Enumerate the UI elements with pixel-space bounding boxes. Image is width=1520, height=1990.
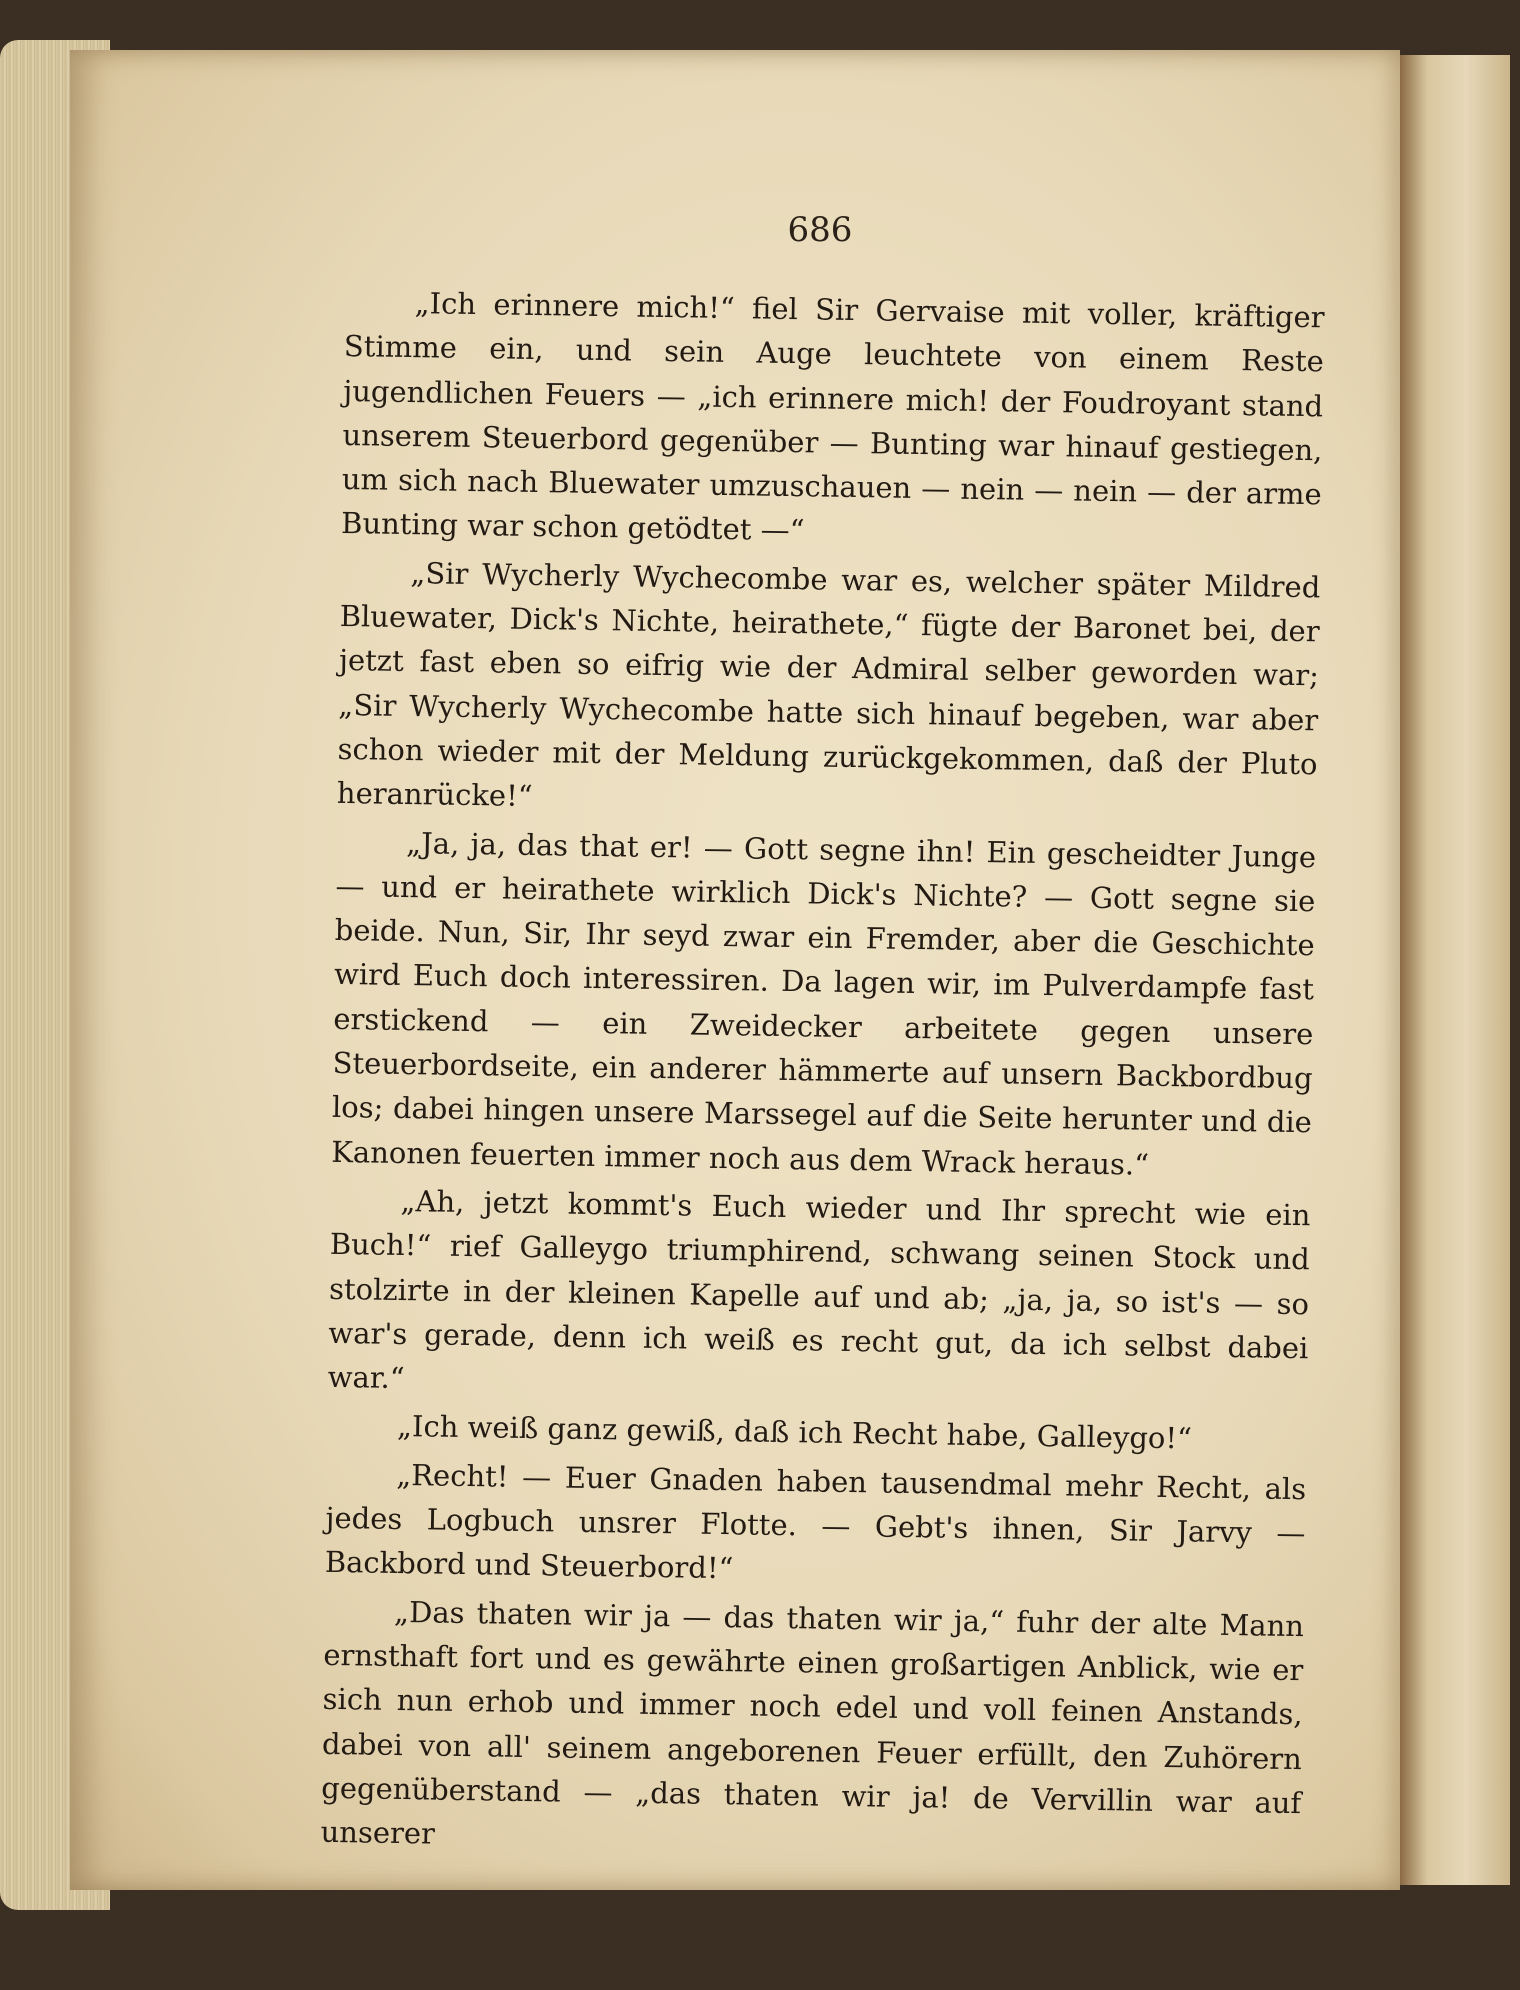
paragraph: „Ich weiß ganz gewiß, daß ich Recht habe, Galleygo!“ xyxy=(396,1409,1193,1456)
paragraph: „Sir Wycherly Wychecombe war es, welcher später Mildred Bluewater, Dick's Nichte, heirathete,“ fügte der Baronet bei, der jetzt fast eben so eifrig wie der Admiral selber geworden war; „Sir Wycherly Wychecombe hatte sich hinauf begeben, war aber schon wieder mit der Meldung zurückgekommen, daß der Pluto heranrücke!“ xyxy=(336,555,1321,814)
right-page-leaf xyxy=(1400,55,1510,1885)
paragraph: „Das thaten wir ja — das thaten wir ja,“ fuhr der alte Mann ernsthaft fort und es gewährte einen großartigen Anblick, wie er sich nun erhob und immer noch edel und voll feinen Anstands, dabei von all' seinem angeborenen Feuer erfüllt, den Zuhörern gegenüberstand — „das thaten wir ja! de Vervillin war auf unserer xyxy=(320,1594,1305,1851)
paragraph: „Ja, ja, das that er! — Gott segne ihn! Ein gescheidter Junge — und er heirathete wirklich Dick's Nichte? — Gott segne sie beide. Nun, Sir, Ihr seyd zwar ein Fremder, aber die Geschichte wird Euch doch interessiren. Da lagen wir, im Pulverdampfe fast erstickend — ein Zweidecker arbeitete gegen unsere Steuerbordseite, ein anderer hämmerte auf unsern Backbordbug los; dabei hingen unsere Marssegel auf die Seite herunter und die Kanonen feuerten immer noch aus dem Wrack heraus.“ xyxy=(331,825,1317,1182)
paragraph: „Recht! — Euer Gnaden haben tausendmal mehr Recht, als jedes Logbuch unsrer Flotte. — Gebt's ihnen, Sir Jarvy — Backbord und Steuerbord!“ xyxy=(324,1457,1307,1586)
paragraph: „Ah, jetzt kommt's Euch wieder und Ihr sprecht wie ein Buch!“ rief Galleygo triumphirend, schwang seinen Stock und stolzirte in der kleinen Kapelle auf und ab; „ja, ja, so ist's — so war's gerade, denn ich weiß es recht gut, da ich selbst dabei war.“ xyxy=(327,1183,1311,1396)
page-number: 686 xyxy=(787,210,853,250)
book-page xyxy=(70,50,1400,1890)
paragraph: „Ich erinnere mich!“ fiel Sir Gervaise mit voller, kräftiger Stimme ein, und sein Auge leuchtete von einem Reste jugendlichen Feuers — „ich erinnere mich! der Foudroyant stand unserem Steuerbord gegenüber — Bunting war hinauf gestiegen, um sich nach Bluewater umzuschauen — nein — nein — der arme Bunting war schon getödtet —“ xyxy=(340,286,1325,548)
body-text xyxy=(320,280,1325,1870)
